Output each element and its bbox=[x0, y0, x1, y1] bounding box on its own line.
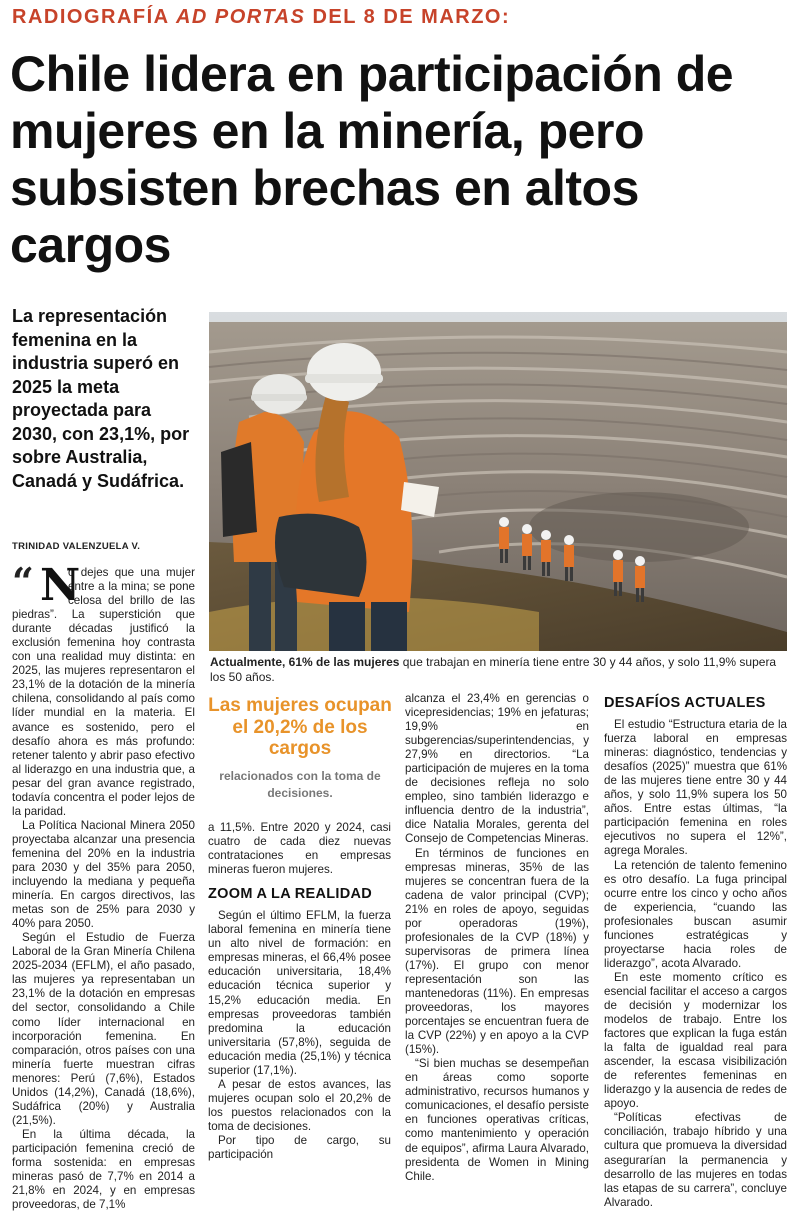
body-c2-p2: Según el último EFLM, la fuerza laboral femenina en minería tiene un alto nivel de formación: en empresas mineras, el 66,4% posee educación universitaria, 18,4% educación técnica superior y 15,2% educación media. En empresas proveedoras también predomina la educación universitaria (57,8%), seguida de educación media (25,1%) y técnica superior (17,1%). bbox=[208, 909, 391, 1077]
section-kicker bbox=[12, 6, 510, 29]
pull-quote-sub: relacionados con la toma de decisiones. bbox=[219, 768, 381, 800]
body-c2-p1: a 11,5%. Entre 2020 y 2024, casi cuatro de cada diez nuevas contrataciones en empresas mineras fueron mujeres. bbox=[208, 821, 391, 877]
body-c2-p3: A pesar de estos avances, las mujeres ocupan solo el 20,2% de los puestos relacionados con la toma de decisiones. bbox=[208, 1077, 391, 1133]
body-p2: La Política Nacional Minera 2050 proyectaba alcanzar una presencia femenina del 20% en la industria para 2030 y del 35% para 2050, incluyendo la mediana y pequeña minería. En cargos directivos, las metas son de 25% para 2030 y 40% para 2050. bbox=[12, 818, 195, 931]
subhead-desafios: DESAFÍOS ACTUALES bbox=[604, 695, 766, 711]
pull-quote bbox=[208, 695, 392, 802]
column-3 bbox=[405, 692, 589, 1184]
opening-paragraph bbox=[12, 559, 195, 819]
body-p1: o dejes que una mujer entre a la mina; se pone celosa del brillo de las piedras”. La superstición que durante décadas justificó la exclusión femenina hoy contrasta con una realidad muy distinta: en 2025, las mujeres representaron el 23,1% de la dotación de la minería chilena, consolidando al país como líder mundial en la materia. El avance es sostenido, pero el desafío ahora es más profundo: retener talento y abrir paso efectivo al liderazgo en una industria que, a pesar del gran avance registrado, todavía concentra el poder lejos de la paridad. bbox=[12, 566, 195, 818]
column-1 bbox=[12, 559, 195, 1212]
byline: TRINIDAD VALENZUELA V. bbox=[12, 541, 141, 552]
kicker-suffix: DEL 8 DE MARZO: bbox=[312, 6, 511, 28]
main-photo bbox=[209, 312, 787, 651]
photo-caption bbox=[210, 655, 786, 684]
lead-paragraph: La representación femenina en la industria superó en 2025 la meta proyectada para 2030, con 23,1%, por sobre Australia, Canadá y Sudáfrica. bbox=[12, 306, 190, 491]
kicker-emphasis: AD PORTAS bbox=[175, 6, 306, 28]
column-2 bbox=[208, 821, 391, 1162]
dropcap-letter: N bbox=[40, 560, 81, 611]
body-c4-p4: “Políticas efectivas de conciliación, trabajo híbrido y una cultura que promueva la diversidad asegurarían la permanencia y desarrollo de las mujeres en todas las etapas de su carrera”, concluye Alvarado. bbox=[604, 1111, 787, 1209]
column-4 bbox=[604, 696, 787, 1210]
body-c3-p2: En términos de funciones en empresas mineras, 35% de las mujeres se concentran fuera de la cadena de valor principal (CVP); 21% en roles de apoyo, seguidas por operadoras (19%), profesionales de la CVP (18%) y supervisoras de primera línea (17%). El grupo con menor representación son las mantenedoras (11%). En empresas proveedoras, los mayores porcentajes se encuentran fuera de la CVP (22%) y en apoyo a la CVP (15%). bbox=[405, 846, 589, 1057]
opening-quote-mark: “ bbox=[12, 559, 34, 604]
subhead-zoom: ZOOM A LA REALIDAD bbox=[208, 886, 373, 903]
body-c2-p4: Por tipo de cargo, su participación bbox=[208, 1133, 391, 1162]
body-c3-p3: “Si bien muchas se desempeñan en áreas como soporte administrativo, recursos humanos y comunicaciones, el desafío persiste en funciones operativas críticas, como mantenimiento y operación de equipos”, afirma Laura Alvarado, presidenta de Women in Mining Chile. bbox=[405, 1057, 589, 1183]
body-p3: Según el Estudio de Fuerza Laboral de la Gran Minería Chilena 2025-2034 (EFLM), el año pasado, las mujeres ya representaban un 23,1% de la dotación en empresas del sector, consolidando a Chile como líder internacional en incorporación femenina. En comparación, otros países con una minería fuerte muestran cifras menores: Perú (7,6%), Estados Unidos (14,2%), Canadá (18,6%), Sudáfrica (20%) y Australia (21,5%). bbox=[12, 931, 195, 1127]
body-c3-p1: alcanza el 23,4% en gerencias o vicepresidencias; 19% en jefaturas; 19,9% en subgerencias/superintendencias, y 27,9% en directorios. “La participación de mujeres en la toma de decisiones refleja no solo empleo, sino también liderazgo e influencia dentro de la industria”, dice Natalia Morales, gerenta del Consejo de Competencias Mineras. bbox=[405, 692, 589, 846]
body-c4-p1: El estudio “Estructura etaria de la fuerza laboral en empresas mineras: diagnóstico, tendencias y desafíos (2025)” muestra que 61% de las mujeres tiene entre 30 y 44 años, y solo 11,9% supera los 50 años. Entre estas últimas, “la participación femenina en roles ejecutivos no supera el 12%”, agrega Morales. bbox=[604, 718, 787, 858]
headline: Chile lidera en participación de mujeres en la minería, pero subsisten brechas en altos cargos bbox=[10, 46, 734, 273]
body-p4: En la última década, la participación femenina creció de forma sostenida: en empresas mineras pasó de 7,7% en 2014 a 21,8% en 2024, y en empresas proveedoras, de 7,1% bbox=[12, 1127, 195, 1212]
pull-quote-main: Las mujeres ocupan el 20,2% de los cargos bbox=[208, 695, 392, 759]
body-c4-p3: En este momento crítico es esencial facilitar el acceso a cargos de decisión y modernizar los modelos de trabajo. Entre los factores que explican la fuga están la falta de igualdad real para ascender, la escasa visibilización de referentes femeninas en liderazgo y la ausencia de redes de apoyo. bbox=[604, 970, 787, 1111]
caption-lead: Actualmente, 61% de las mujeres bbox=[210, 655, 400, 669]
body-c4-p2: La retención de talento femenino es otro desafío. La fuga principal ocurre entre los cinco y ocho años de experiencia, “cuando las profesionales buscan asumir funciones estratégicas y proyectarse hacia roles de liderazgo”, acota Alvarado. bbox=[604, 858, 787, 970]
kicker-prefix: RADIOGRAFÍA bbox=[12, 6, 169, 28]
caption-rest: que trabajan en minería tiene entre 30 y 44 años, y solo 11,9% supera los 50 años. bbox=[210, 655, 777, 684]
